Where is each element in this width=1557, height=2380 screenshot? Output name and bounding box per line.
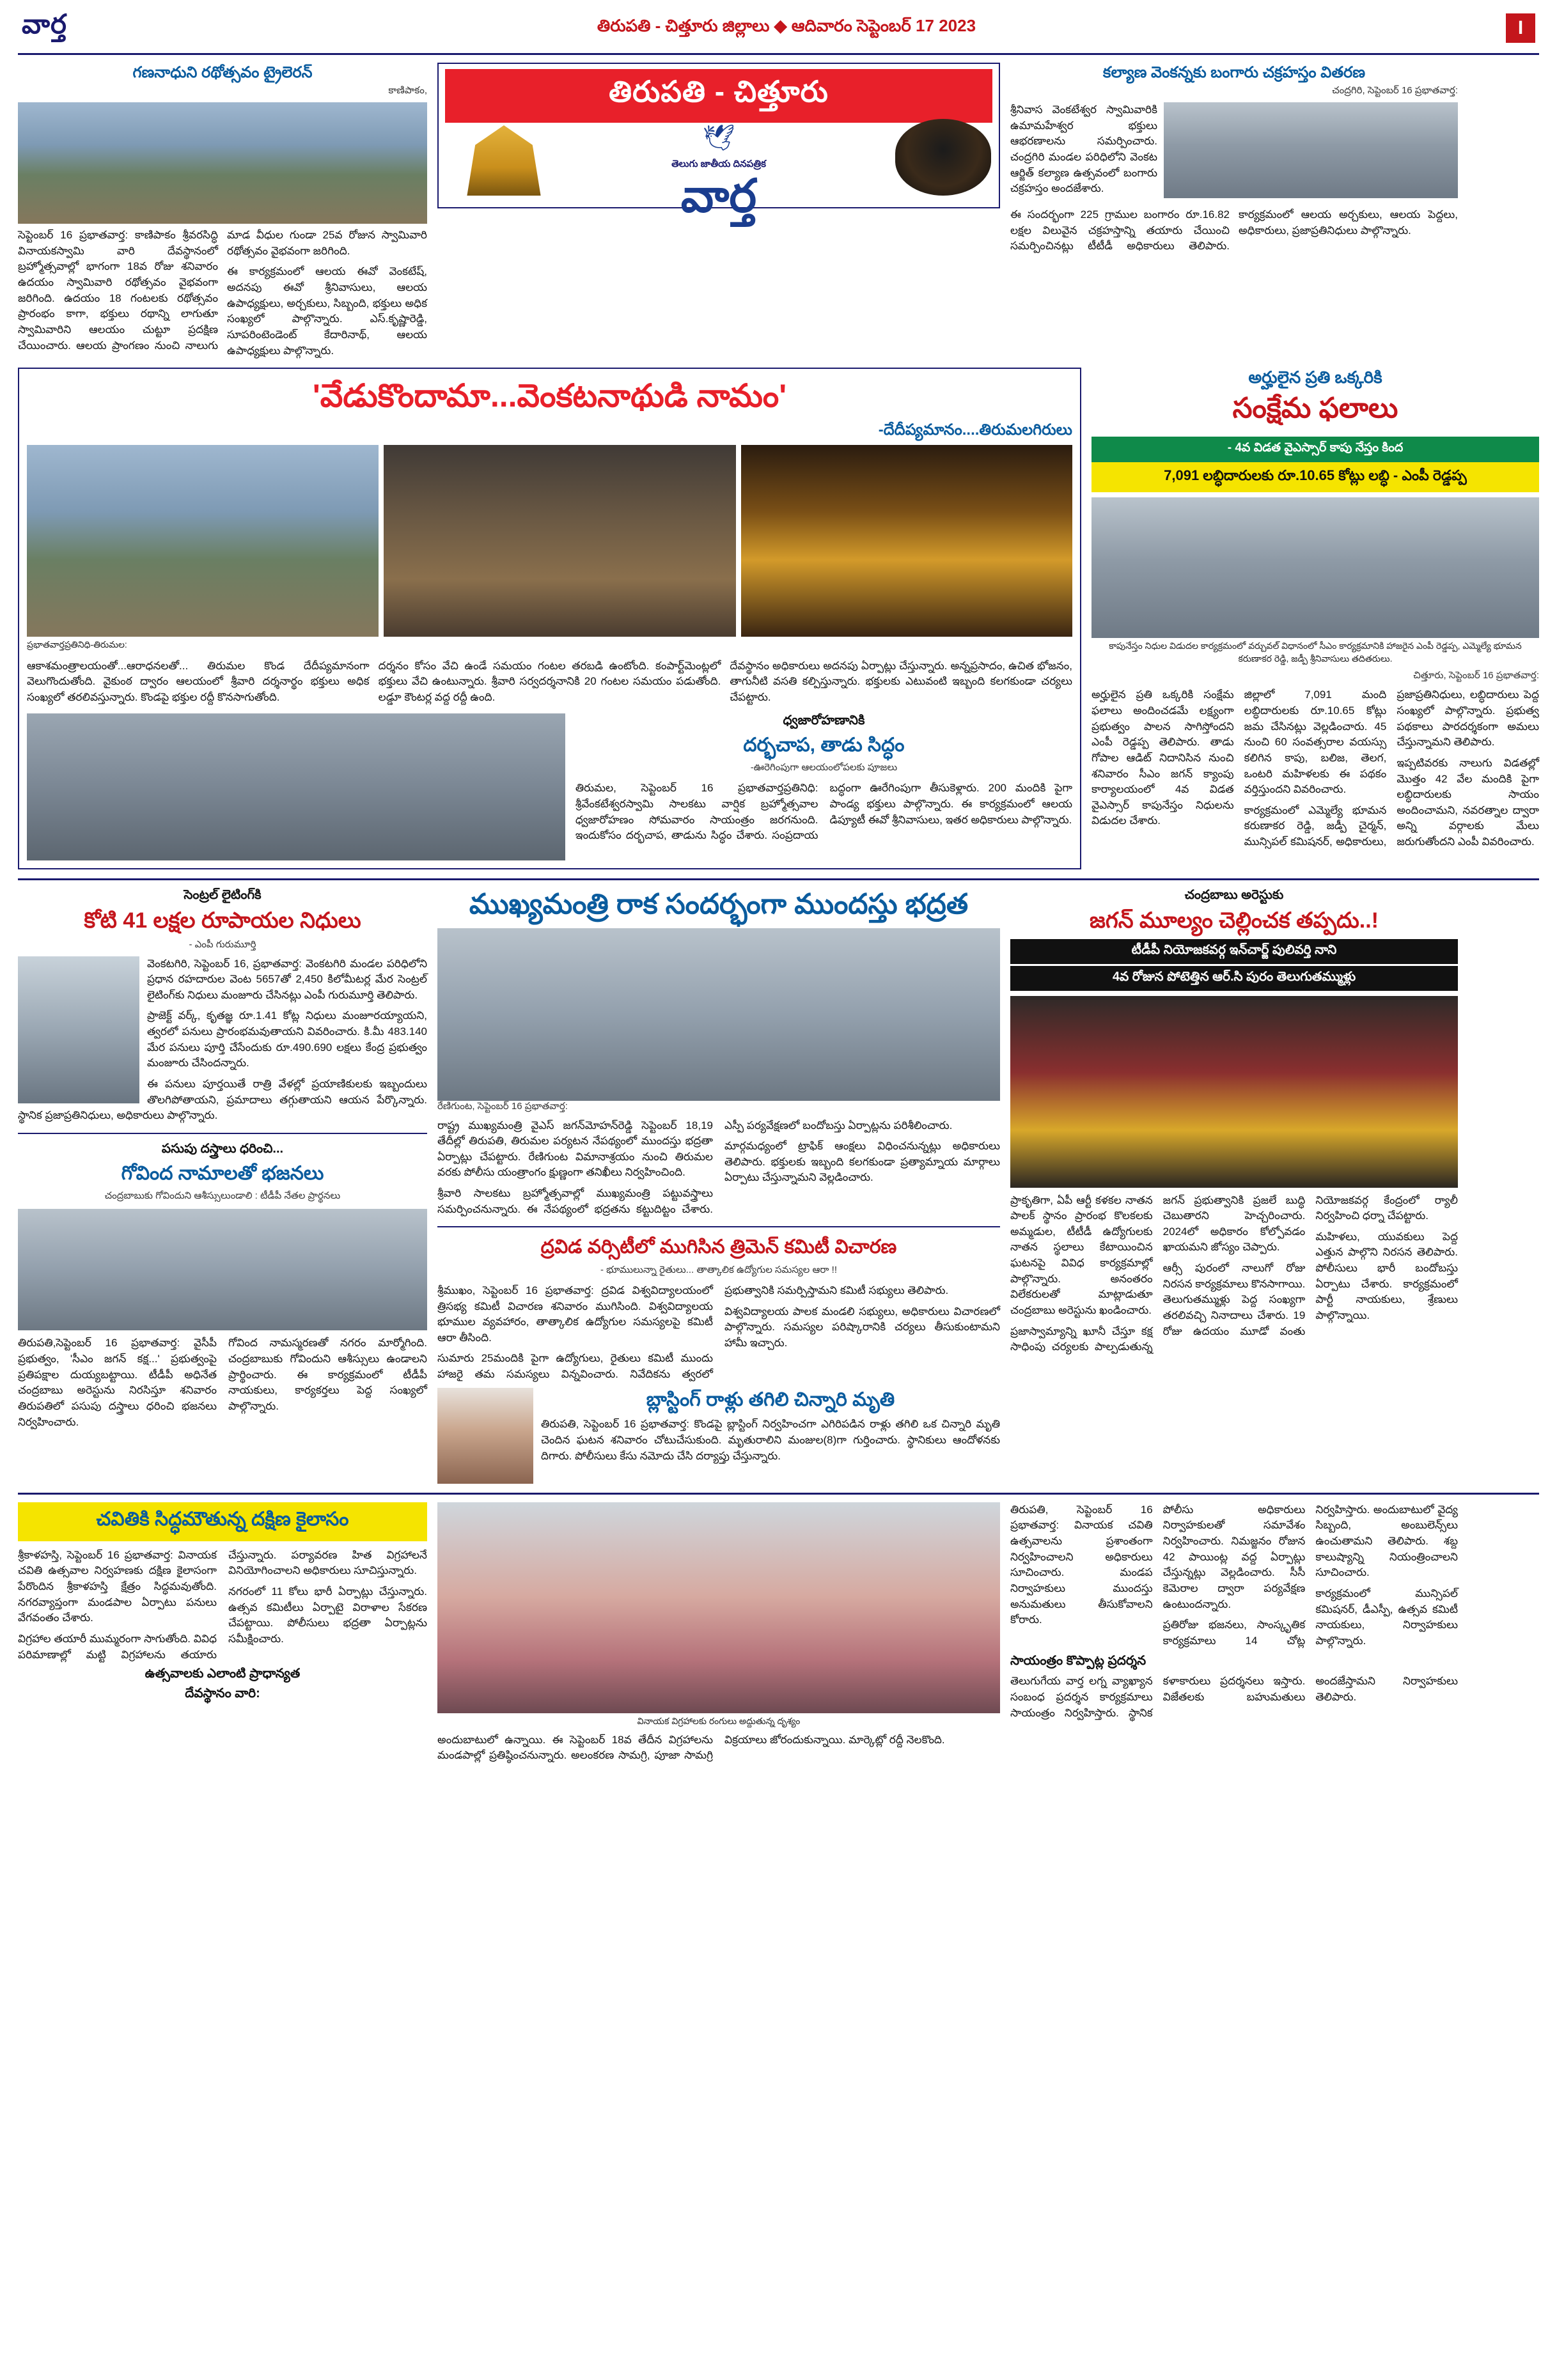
welfare-headline: సంక్షేమ ఫలాలు xyxy=(1232,393,1398,424)
divider xyxy=(18,1133,427,1134)
top-left-para-2: ఈ కార్యక్రమంలో ఆలయ ఈవో వెంకటేష్, అదనపు ఈవో శ్రీనివాసులు, ఆలయ ఉపాధ్యక్షులు, అర్చకులు, సిబ్బంది, భక్తులు అధిక సంఖ్యలో పాల్గొన్నారు. ఎస్.కృష్ణారెడ్డి, సూపరింటెండెంట్ కేదారినాథ్, ఆలయ ఉపాధ్యక్షులు పాల్గొన్నారు. xyxy=(227,265,427,357)
top-right-headline: కల్యాణ వెంకన్నకు బంగారు చక్రహస్తం వితరణ xyxy=(1102,64,1366,81)
photo-dharbha-procession xyxy=(27,713,565,860)
tdp-protest-headline: జగన్ మూల్యం చెల్లించక తప్పదు..! xyxy=(1090,908,1379,933)
kailasam-article xyxy=(18,1502,427,1764)
idols-body: అందుబాటులో ఉన్నాయి. ఈ సెప్టెంబర్ 18వ తేదీన విగ్రహాలను మండపాల్లో ప్రతిష్ఠించనున్నారు. అలంకరణ సామగ్రి, పూజా సామగ్రి విక్రయాలు జోరందుకున్నాయి. మార్కెట్లో రద్దీ నెలకొంది. xyxy=(437,1733,945,1762)
welfare-dateline: చిత్తూరు, సెప్టెంబర్ 16 ప్రభాతవార్త: xyxy=(1413,670,1539,681)
kailasam-para-1: శ్రీకాళహస్తి, సెప్టెంబర్ 16 ప్రభాతవార్త: వినాయక చవితి ఉత్సవాల నిర్వహణకు దక్షిణ కైలాసంగా పేరొందిన శ్రీకాళహస్తి క్షేత్రం సిద్ధమవుతోంది. నగరవ్యాప్తంగా మండపాల ఏర్పాటు పనులు వేగవంతం చేశారు. xyxy=(18,1548,217,1624)
blasting-headline: బ్లాస్టింగ్ రాళ్లు తగిలి చిన్నారి మృతి xyxy=(646,1388,895,1410)
welfare-green-banner: - 4వ విడత వైఎస్సార్ కాపు నేస్తం కింద xyxy=(1091,437,1539,462)
welfare-photo-caption: కాపునేస్తం నిధుల విడుదల కార్యక్రమంలో వర్చువల్ విధానంలో సీఎం కార్యక్రమానికి హాజరైన ఎంపీ రెడ్డప్ప, ఎమ్మెల్యే భూమన కరుణాకర రెడ్డి, జడ్పీ శ్రీనివాసులు తదితరులు. xyxy=(1109,641,1522,664)
hero-col-2: దర్శనం కోసం వేచి ఉండే సమయం గంటల తరబడి ఉంటోంది. కంపార్ట్‌మెంట్లలో భక్తులు వేచి ఉంటున్నారు. శ్రీవారి సర్వదర్శనానికి 20 గంటల సమయం పడుతోంది. లడ్డూ కౌంటర్ల వద్ద రద్దీ ఉంది. xyxy=(378,659,721,704)
masthead-dateline: తిరుపతి - చిత్తూరు జిల్లాలు ◆ ఆదివారం సెప్టెంబర్ 17 2023 xyxy=(597,16,976,35)
page-number: I xyxy=(1506,13,1535,43)
photo-welfare-meeting xyxy=(1091,497,1539,638)
mp-funds-para-1: వెంకటగిరి, సెప్టెంబర్ 16, ప్రభాతవార్త: వెంకటగిరి మండల పరిధిలోని ప్రధాన రహదారుల వెంట 5657తో 2,450 కిలోమీటర్ల మేర సెంట్రల్ లైటింగ్‌కు నిధులు మంజూరు చేసినట్లు ఎంపీ గురుమూర్తి తెలిపారు. xyxy=(147,957,427,1001)
photo-tdp-rally xyxy=(1010,996,1458,1188)
tdp-protest-para-3: ఆర్సీ పురంలో నాలుగో రోజు నిరసన కార్యక్రమాలు కొనసాగాయి. తెలుగుతమ్ముళ్లు పెద్ద సంఖ్యగా తరలివచ్చి నినాదాలు చేశారు. 19 రోజు ఉదయం మూడో వంతు నియోజకవర్గ కేంద్రంలో ర్యాలీ నిర్వహించి ధర్నా చేపట్టారు. xyxy=(1162,1194,1458,1337)
masthead-logo-big: వార్త xyxy=(680,171,757,222)
tdp-protest-para-2: ప్రజాస్వామ్యాన్ని ఖూనీ చేస్తూ కక్ష సాధింపు చర్యలకు పాల్పడుతున్న జగన్ ప్రభుత్వానికి ప్రజలే బుద్ధి చెబుతారని హెచ్చరించారు. 2024లో అధికారం కోల్పోవడం ఖాయమని జోస్యం చెప్పారు. xyxy=(1010,1194,1306,1353)
welfare-para-2: జిల్లాలో 7,091 మంది లబ్ధిదారులకు రూ.10.65 కోట్లు జమ చేసినట్లు వెల్లడించారు. 45 నుంచి 60 సంవత్సరాల వయస్సు కలిగిన కాపు, బలిజ, తెలగ, ఒంటరి మహిళలకు ఈ పథకం వర్తిస్తుందని వివరించారు. xyxy=(1244,688,1387,796)
masthead-logo-small: వార్త xyxy=(22,9,67,39)
chavithi-arrangements-article xyxy=(1010,1502,1458,1764)
top-left-byline: కాణిపాకం, xyxy=(388,85,427,97)
cm-security-headline: ముఖ్యమంత్రి రాక సందర్భంగా ముందస్తు భద్రత xyxy=(469,888,969,920)
portrait-mp-gurumurthy xyxy=(18,956,139,1103)
photo-child-victim xyxy=(437,1388,533,1484)
photo-devotee-queue xyxy=(384,445,735,637)
hero-sub2-kicker: ధ్వజారోహణానికి xyxy=(783,713,865,727)
welfare-para-1: అర్హులైన ప్రతి ఒక్కరికి సంక్షేమ ఫలాలు అందించడమే లక్ష్యంగా ప్రభుత్వం పాలన సాగిస్తోందని ఎంపీ రెడ్డప్ప తెలిపారు. తాడు గోపాల ఆడిట్ నిదానిసిన నుంచి శనివారం సీఎం జగన్ క్యాంపు కార్యాలయంలో 4వ విడత వైఎస్సార్ కాపునేస్తం నిధులను విడుదల చేశారు. xyxy=(1091,688,1234,827)
chavithi-sub-headline: సాయంత్రం కొప్పాట్ల ప్రదర్శన xyxy=(1010,1654,1146,1668)
bird-icon: 🕊 xyxy=(702,124,735,152)
chavithi-sub-body: తెలుగుగేయ వార్త లగ్న వ్యాఖ్యాన సంబంధ ప్రదర్శన కార్యక్రమాలు సాయంత్రం నిర్వహిస్తారు. స్థానిక కళాకారులు ప్రదర్శనలు ఇస్తారు. విజేతలకు బహుమతులు అందజేస్తామని నిర్వాహకులు తెలిపారు. xyxy=(1010,1675,1458,1719)
kailasam-headline: చవితికి సిద్ధమౌతున్న దక్షిణ కైలాసం xyxy=(18,1502,427,1541)
hero-article xyxy=(18,368,1081,869)
photo-ganesh-idols-painting xyxy=(437,1502,1000,1713)
divider xyxy=(437,1226,1000,1227)
bhajan-para-1: తిరుపతి,సెప్టెంబర్ 16 ప్రభాతవార్త: వైసీపీ ప్రభుత్వం, 'సీఎం జగన్ కక్ష...' ప్రభుత్వంపై ప్రతిపక్షాల దుయ్యబట్టాయి. టీడీపీ అధినేత చంద్రబాబు అరెస్టును నిరసిస్తూ శనివారం తిరుపతిలో పసుపు దస్త్రాలు ధరించి భజనలు నిర్వహించారు. xyxy=(18,1337,217,1428)
dravidian-univ-para-1: శ్రీముఖం, సెప్టెంబర్ 16 ప్రభాతవార్త: ద్రవిడ విశ్వవిద్యాలయంలో త్రిసభ్య కమిటీ విచారణ శనివారం ముగిసింది. విశ్వవిద్యాలయ భూముల వ్యవహారం, తాత్కాలిక ఉద్యోగుల సమస్యలపై కమిటీ ఆరా తీసింది. xyxy=(437,1284,713,1344)
hero-sub2-body: తిరుమల, సెప్టెంబర్ 16 ప్రభాతవార్తప్రతినిధి: శ్రీవేంకటేశ్వరస్వామి సాలకటు వార్షిక బ్రహ్మోత్సవాల ధ్వజారోహణం సోమవారం సాయంత్రం జరగనుంది. ఇందుకోసం దర్భచాప, తాడును సిద్ధం చేశారు. సంప్రదాయ బద్ధంగా ఊరేగింపుగా తీసుకెళ్లారు. 200 మందికి పైగా పాండ్య భక్తులు పాల్గొన్నారు. ఈ కార్యక్రమంలో ఆలయ డిప్యూటీ ఈవో శ్రీనివాసులు, ఇతర అధికారులు పాల్గొన్నారు. xyxy=(575,782,1072,842)
mp-funds-kicker: సెంట్రల్ లైటింగ్‌కి xyxy=(184,887,262,902)
kailasam-para-3: నగరంలో 11 కోలు భారీ ఏర్పాట్లు చేస్తున్నారు. ఉత్సవ కమిటీలు ఏర్పాటై విరాళాల సేకరణ చేపట్టాయి. పోలీసులు భద్రతా ఏర్పాట్లను సమీక్షించారు. xyxy=(228,1585,427,1645)
blasting-body: తిరుపతి, సెప్టెంబర్ 16 ప్రభాతవార్త: కొండపై బ్లాస్టింగ్ నిర్వహించగా ఎగిరిపడిన రాళ్లు తగిలి ఒక చిన్నారి మృతి చెందిన ఘటన శనివారం చోటుచేసుకుంది. మృతురాలిని మంజుల(8)గా గుర్తించారు. స్థానికులు ఆందోళనకు దిగారు. పోలీసులు కేసు నమోదు చేసి దర్యాప్తు చేస్తున్నారు. xyxy=(541,1418,1000,1462)
welfare-para-3: కార్యక్రమంలో ఎమ్మెల్యే భూమన కరుణాకర రెడ్డి, జడ్పీ చైర్మన్, మున్సిపల్ కమిషనర్, అధికారులు, ప్రజాప్రతినిధులు, లబ్ధిదారులు పెద్ద సంఖ్యలో పాల్గొన్నారు. ప్రభుత్వ పథకాలు పారదర్శకంగా అమలు చేస్తున్నామని తెలిపారు. xyxy=(1244,688,1539,848)
top-left-headline: గణనాధుని రథోత్సవం ట్రైలెరన్ xyxy=(132,64,313,81)
bhajan-kicker: పసుపు దస్త్రాలు ధరించి... xyxy=(161,1141,284,1156)
top-right-para-1: శ్రీనివాస వెంకటేశ్వర స్వామివారికి ఉమామహేశ్వర భక్తులు ఆభరణాలను సమర్పించారు. చంద్రగిరి మండల పరిధిలోని వెంకట ఆర్జిత్ కల్యాణ ఉత్సవంలో బంగారు చక్రహస్తం అందజేశారు. xyxy=(1010,104,1157,195)
top-right-para-2: ఈ సందర్భంగా 225 గ్రాముల బంగారం రూ.16.82 లక్షల విలువైన చక్రహస్తాన్ని తయారు చేయించి సమర్పించినట్లు టీటీడీ అధికారులు తెలిపారు. కార్యక్రమంలో ఆలయ అర్చకులు, ఆలయ పెద్దలు, అధికారులు, ప్రజాప్రతినిధులు పాల్గొన్నారు. xyxy=(1010,208,1458,253)
top-right-byline: చంద్రగిరి, సెప్టెంబర్ 16 ప్రభాతవార్త: xyxy=(1332,85,1458,97)
mp-funds-headline: కోటి 41 లక్షల రూపాయల నిధులు xyxy=(84,908,361,933)
dravidian-univ-para-3: విశ్వవిద్యాలయ పాలక మండలి సభ్యులు, అధికారులు విచారణలో పాల్గొన్నారు. సమస్యల పరిష్కారానికి చర్యలు తీసుకుంటామని హామీ ఇచ్చారు. xyxy=(724,1305,1000,1349)
photo-bhajan-procession xyxy=(18,1209,427,1330)
hero-sub2-headline: దర్భచాప, తాడు సిద్ధం xyxy=(743,734,905,756)
masthead-block xyxy=(437,63,1000,359)
mp-funds-para-3: ఈ పనులు పూర్తయితే రాత్రి వేళల్లో ప్రయాణికులకు ఇబ్బందులు తొలగిపోతాయని, ప్రమాదాలు తగ్గుతాయని ఆయన పేర్కొన్నారు. స్థానిక ప్రజాప్రతినిధులు, అధికారులు పాల్గొన్నారు. xyxy=(18,1078,427,1122)
top-band xyxy=(18,63,1539,359)
cm-security-para-3: మార్గమధ్యంలో ట్రాఫిక్ ఆంక్షలు విధించనున్నట్లు అధికారులు తెలిపారు. భక్తులకు ఇబ్బంది కలగకుండా ప్రత్యామ్నాయ మార్గాలు ఏర్పాటు చేస్తున్నామని వెల్లడించారు. xyxy=(724,1140,1000,1184)
tdp-protest-para-1: ప్రాకృతిగా, ఏపీ ఆర్టీ కళకల నాతన పాలక్ స్థానం ప్రారంభ కొలకలకు అమ్మడుల, టీటీడీ ఉద్యోగులకు నాతన స్థలాలు కేటాయించిన ఘటనపై వివిధ కార్యక్రమాల్లో పాల్గొన్నారు. అనంతరం విలేకరులతో మాట్లాడుతూ చంద్రబాబు అరెస్టును ఖండించారు. xyxy=(1010,1194,1153,1317)
photo-police-inspection xyxy=(437,928,1000,1101)
idols-article xyxy=(437,1502,1000,1764)
kailasam-sub1: ఉత్సవాలకు ఎలాంటి ప్రాధాన్యత xyxy=(145,1667,301,1681)
photo-gold-deity-decor xyxy=(741,445,1072,637)
mp-funds-byline: - ఎంపీ గురుమూర్తి xyxy=(189,938,256,950)
second-band xyxy=(18,878,1539,1484)
masthead-title: తిరుపతి - చిత్తూరు xyxy=(445,69,992,123)
bhajan-note: చంద్రబాబుకు గోవిందుని ఆశీస్సులుండాలి : టీడీపీ నేతల ప్రార్థనలు xyxy=(104,1190,341,1202)
photo-gold-chakra-handover xyxy=(1164,102,1458,198)
bhajan-para-2: గోవింద నామస్మరణతో నగరం మార్మోగింది. చంద్రబాబుకు గోవిందుని ఆశీస్సులు ఉండాలని ప్రార్థించారు. ఈ కార్యక్రమంలో టీడీపీ నాయకులు, కార్యకర్తలు పెద్ద సంఖ్యలో పాల్గొన్నారు. xyxy=(228,1337,427,1412)
masthead-strip xyxy=(18,0,1539,55)
welfare-para-4: ఇప్పటివరకు నాలుగు విడతల్లో మొత్తం 42 వేల మందికి పైగా లబ్ధిదారులకు సాయం అందించామని, నవరత్నాల ద్వారా అన్ని వర్గాలకు మేలు జరుగుతోందని ఎంపీ వివరించారు. xyxy=(1397,756,1539,848)
photo-temple-chariot xyxy=(18,102,427,224)
welfare-yellow-banner: 7,091 లబ్ధిదారులకు రూ.10.65 కోట్లు లబ్ధి - ఎంపీ రెడ్డప్ప xyxy=(1091,462,1539,492)
dravidian-univ-note: - భూములున్నా రైతులు... తాత్కాలిక ఉద్యోగుల సమస్యల ఆరా !! xyxy=(600,1264,837,1275)
cm-security-para-1: రాష్ట్ర ముఖ్యమంత్రి వైఎస్ జగన్‌మోహన్‌రెడ్డి సెప్టెంబర్ 18,19 తేదీల్లో తిరుపతి, తిరుమల పర్యటన నేపథ్యంలో ముందస్తు భద్రతా ఏర్పాట్లు చేపట్టారు. రేణిగుంట విమానాశ్రయం నుంచి తిరుమల వరకు పోలీసు యంత్రాంగం క్షుణ్ణంగా తనిఖీలు నిర్వహించింది. xyxy=(437,1119,713,1179)
bottom-band xyxy=(18,1493,1539,1764)
welfare-kicker: అర్హులైన ప్రతి ఒక్కరికి xyxy=(1248,368,1382,387)
tdp-protest-kicker: చంద్రబాబు అరెస్టుకు xyxy=(1184,887,1284,902)
mp-funds-article xyxy=(18,888,427,1484)
welfare-article xyxy=(1091,368,1539,869)
chavithi-para-4: కార్యక్రమంలో మున్సిపల్ కమిషనర్, డీఎస్పీ, ఉత్సవ కమిటీ నాయకులు, నిర్వాహకులు పాల్గొన్నారు. xyxy=(1315,1587,1458,1647)
kailasam-para-2: విగ్రహాల తయారీ ముమ్మరంగా సాగుతోంది. వివిధ పరిమాణాల్లో మట్టి విగ్రహాలను తయారు చేస్తున్నారు. పర్యావరణ హిత విగ్రహాలనే వినియోగించాలని అధికారులు సూచిస్తున్నారు. xyxy=(18,1548,427,1661)
top-left-article xyxy=(18,63,427,359)
dravidian-univ-para-2: సుమారు 25మందికి పైగా ఉద్యోగులు, రైతులు కమిటీ ముందు హాజరై తమ సమస్యలు విన్నవించారు. నివేదికను త్వరలో ప్రభుత్వానికి సమర్పిస్తామని కమిటీ సభ్యులు తెలిపారు. xyxy=(437,1284,949,1381)
top-right-article xyxy=(1010,63,1458,359)
bhajan-headline: గోవింద నామాలతో భజనలు xyxy=(121,1162,324,1184)
kailasam-sub2: దేవస్థానం వారి: xyxy=(185,1686,260,1701)
hero-col-3: దేవస్థానం అధికారులు అదనపు ఏర్పాట్లు చేస్తున్నారు. అన్నప్రసాదం, ఉచిత భోజనం, తాగునీటి వసతి కల్పిస్తున్నారు. భక్తులకు ఎటువంటి ఇబ్బంది కలగకుండా చర్యలు చేపట్టారు. xyxy=(730,659,1073,704)
chavithi-para-1: తిరుపతి, సెప్టెంబర్ 16 ప్రభాతవార్త: వినాయక చవితి ఉత్సవాలను ప్రశాంతంగా నిర్వహించాలని అధికారులు సూచించారు. మండప నిర్వాహకులు ముందస్తు అనుమతులు తీసుకోవాలని కోరారు. xyxy=(1010,1503,1153,1626)
hero-band xyxy=(18,368,1539,869)
hero-subhead: -దేదీప్యమానం....తిరుమలగిరులు xyxy=(878,421,1072,439)
idols-photo-caption: వినాయక విగ్రహాలకు రంగులు అద్దుతున్న దృశ్యం xyxy=(637,1715,801,1726)
hero-col-1: ఆకాశమంత్రాలయంతో...ఆరాధనలతో... తిరుమల కొండ దేదీప్యమానంగా వెలుగొందుతోంది. వైకుంఠ ద్వారం ఆలయంలో శ్రీవారి దర్శనార్థం భక్తులు అధిక సంఖ్యలో తరలివస్తున్నారు. కొండపై భక్తుల రద్దీ కొనసాగుతోంది. xyxy=(27,659,370,704)
mp-funds-para-2: ప్రాజెక్ట్ వర్క్, కృతజ్ఞ రూ.1.41 కోట్ల నిధులు మంజూరయ్యాయని, త్వరలో పనులు ప్రారంభమవుతాయని వివరించారు. కి.మీ 483.140 మేర పనులు పూర్తి చేసేందుకు రూ.490.690 లక్షలు కేంద్ర ప్రభుత్వం మంజూరు చేసిందన్నారు. xyxy=(147,1009,427,1069)
chavithi-para-2: పోలీసు అధికారులు నిర్వాహకులతో సమావేశం నిర్వహించారు. నిమజ్జనం రోజున 42 పాయింట్ల వద్ద ఏర్పాట్లు చేస్తున్నట్లు వెల్లడించారు. సీసీ కెమెరాల ద్వారా పర్యవేక్షణ ఉంటుందన్నారు. xyxy=(1162,1503,1306,1610)
top-left-para-1: సెప్టెంబర్ 16 ప్రభాతవార్త: కాణిపాకం శ్రీవరసిద్ధి వినాయకస్వామి వారి దేవస్థానంలో బ్రహ్మోత్సవాల్లో భాగంగా 18వ రోజు శనివారం ఉదయం స్వామివారి రథోత్సవం వైభవంగా జరిగింది. ఉదయం 18 గంటలకు రథోత్సవం ప్రారంభం కాగా, భక్తులు రథాన్ని లాగుతూ స్వామివారిని ఆలయం చుట్టూ ప్రదక్షిణ చేయించారు. ఆలయ ప్రాంగణం నుంచి నాలుగు మాడ వీధుల గుండా 25వ రోజున స్వామివారి రథోత్సవం వైభవంగా జరిగింది. xyxy=(18,229,427,352)
chavithi-para-3: ప్రతిరోజు భజనలు, సాంస్కృతిక కార్యక్రమాలు 14 చోట్ల నిర్వహిస్తారు. అందుబాటులో వైద్య సిబ్బంది, అంబులెన్స్‌లు ఉంచుతామని తెలిపారు. శబ్ద కాలుష్యాన్ని నియంత్రించాలని సూచించారు. xyxy=(1162,1503,1458,1647)
deity-portrait-icon xyxy=(895,119,991,196)
tdp-protest-banner-2: 4వ రోజున పోటెత్తిన ఆర్.సి పురం తెలుగుతమ్ముళ్లు xyxy=(1010,966,1458,991)
tdp-protest-banner-1: టీడీపీ నియోజకవర్గ ఇన్‌చార్జ్ పులివర్తి నాని xyxy=(1010,939,1458,964)
tdp-protest-article xyxy=(1010,888,1458,1484)
cm-security-dateline: రేణిగుంట, సెప్టెంబర్ 16 ప్రభాతవార్త: xyxy=(437,1100,568,1112)
hero-photo-caption: ప్రభాతవార్తప్రతినిధి-తిరుమల: xyxy=(27,639,127,649)
hero-headline: 'వేడుకొందామా...వెంకటనాథుడి నామం' xyxy=(312,378,787,414)
tdp-protest-para-4: మహిళలు, యువకులు పెద్ద ఎత్తున పాల్గొని నిరసన తెలిపారు. పోలీసులు భారీ బందోబస్తు ఏర్పాటు చేశారు. కార్యక్రమంలో పార్టీ నాయకులు, శ్రేణులు పాల్గొన్నాయి. xyxy=(1315,1230,1458,1322)
dravidian-univ-headline: ద్రవిడ వర్సిటీలో ముగిసిన త్రిమెన్ కమిటీ విచారణ xyxy=(540,1236,897,1258)
cm-security-article xyxy=(437,888,1000,1484)
cm-security-para-2: శ్రీవారి సాలకటు బ్రహ్మోత్సవాల్లో ముఖ్యమంత్రి పట్టువస్త్రాలు సమర్పించనున్నారు. ఈ నేపథ్యంలో భద్రతను కట్టుదిట్టం చేశారు. ఎస్పీ పర్యవేక్షణలో బందోబస్తు ఏర్పాట్లను పరిశీలించారు. xyxy=(437,1119,953,1215)
hero-sub2-note: -ఊరెగింపుగా ఆలయంలోపలకు పూజలు xyxy=(750,762,898,774)
masthead-subtitle: తెలుగు జాతీయ దినపత్రిక xyxy=(671,159,766,169)
photo-tirumala-temple xyxy=(27,445,379,637)
